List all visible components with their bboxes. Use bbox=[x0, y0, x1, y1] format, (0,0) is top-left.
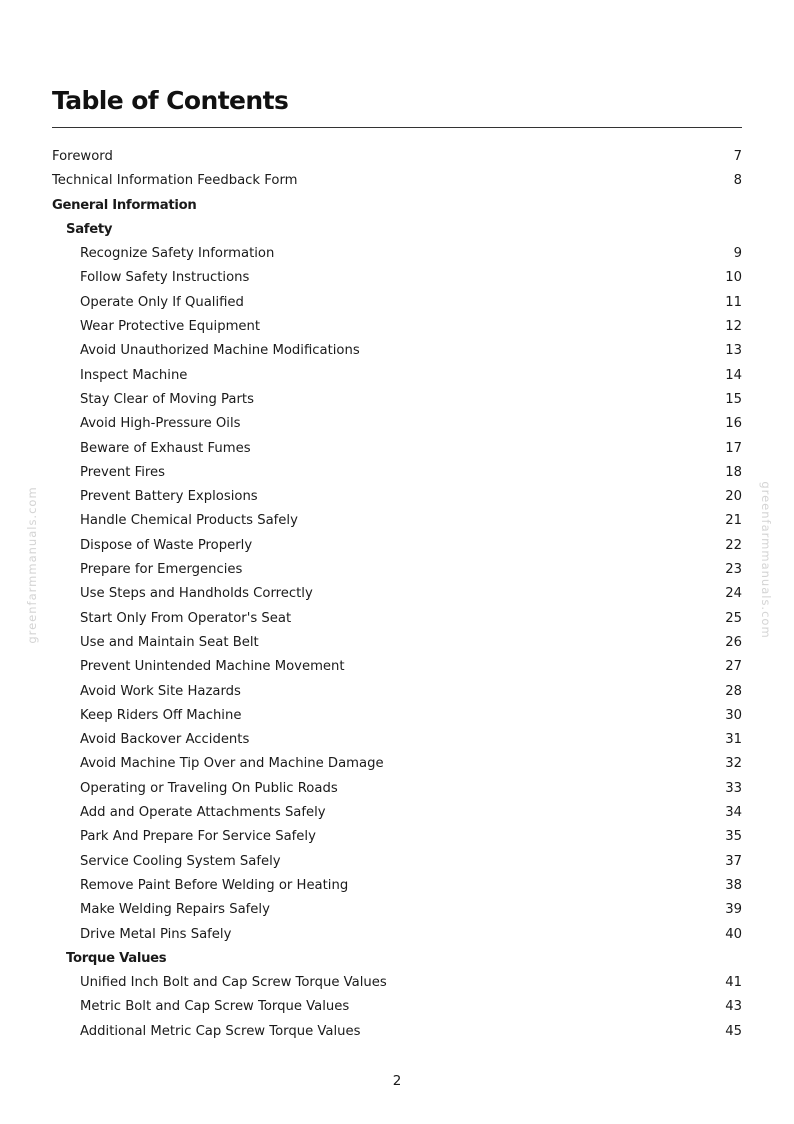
toc-entry[interactable] bbox=[52, 339, 742, 363]
toc-entry-page: 31 bbox=[725, 732, 742, 748]
toc-entry-page: 21 bbox=[725, 513, 742, 529]
toc-entry-label: Foreword bbox=[52, 149, 113, 164]
toc-entry-label: Safety bbox=[66, 221, 113, 237]
toc-entry[interactable] bbox=[52, 898, 742, 922]
toc-entry[interactable] bbox=[52, 995, 742, 1019]
toc-entry[interactable] bbox=[52, 607, 742, 631]
toc-entry-label: Recognize Safety Information bbox=[80, 246, 275, 262]
toc-entry-page: 9 bbox=[733, 246, 742, 262]
toc-entry-label: Keep Riders Off Machine bbox=[80, 707, 242, 723]
toc-entry-page: 24 bbox=[725, 586, 742, 602]
toc-entry-label: Inspect Machine bbox=[80, 367, 188, 383]
toc-entry[interactable] bbox=[52, 874, 742, 898]
toc-entry-label: Prevent Fires bbox=[80, 464, 166, 480]
toc-entry-page: 17 bbox=[725, 440, 742, 456]
toc-entry-page: 11 bbox=[725, 294, 742, 310]
toc-entry-page: 13 bbox=[725, 343, 742, 359]
toc-entry[interactable] bbox=[52, 680, 742, 704]
toc-entry-page: 45 bbox=[725, 1023, 742, 1039]
toc-entry[interactable] bbox=[52, 777, 742, 801]
toc-entry-label: Service Cooling System Safely bbox=[80, 853, 281, 869]
toc-entry-label: Avoid Backover Accidents bbox=[80, 732, 250, 748]
toc-entry-page: 22 bbox=[725, 537, 742, 553]
toc-entry-page: 18 bbox=[725, 464, 742, 480]
title-divider bbox=[52, 127, 742, 128]
toc-entry[interactable] bbox=[52, 655, 742, 679]
toc-entry-page: 30 bbox=[725, 707, 742, 723]
toc-entry-label: Follow Safety Instructions bbox=[80, 270, 250, 286]
toc-entry-page: 37 bbox=[725, 853, 742, 869]
watermark-left: greenfarmmanuals.com bbox=[25, 486, 39, 644]
toc-entry[interactable] bbox=[52, 971, 742, 995]
toc-entry-label: Unified Inch Bolt and Cap Screw Torque Values bbox=[80, 975, 387, 991]
toc-entry-page: 43 bbox=[725, 999, 742, 1015]
toc-section-heading bbox=[52, 947, 742, 971]
toc-list bbox=[52, 145, 742, 1044]
toc-section-heading bbox=[52, 218, 742, 242]
toc-entry-page: 27 bbox=[725, 659, 742, 675]
toc-entry-label: Operate Only If Qualified bbox=[80, 294, 244, 310]
toc-entry-page: 15 bbox=[725, 391, 742, 407]
toc-entry-page: 40 bbox=[725, 926, 742, 942]
toc-entry[interactable] bbox=[52, 266, 742, 290]
toc-entry-page: 32 bbox=[725, 756, 742, 772]
toc-entry-label: Use Steps and Handholds Correctly bbox=[80, 586, 313, 602]
toc-entry-page: 39 bbox=[725, 902, 742, 918]
toc-entry[interactable] bbox=[52, 388, 742, 412]
toc-entry[interactable] bbox=[52, 437, 742, 461]
toc-entry[interactable] bbox=[52, 485, 742, 509]
toc-entry-page: 8 bbox=[733, 173, 742, 189]
toc-entry[interactable] bbox=[52, 825, 742, 849]
toc-entry-label: Add and Operate Attachments Safely bbox=[80, 805, 326, 821]
toc-entry-label: Avoid Unauthorized Machine Modifications bbox=[80, 343, 360, 359]
toc-entry-label: Metric Bolt and Cap Screw Torque Values bbox=[80, 999, 350, 1015]
toc-entry[interactable] bbox=[52, 364, 742, 388]
toc-entry-label: Stay Clear of Moving Parts bbox=[80, 391, 254, 407]
toc-entry[interactable] bbox=[52, 534, 742, 558]
toc-entry[interactable] bbox=[52, 169, 742, 193]
toc-entry[interactable] bbox=[52, 728, 742, 752]
toc-entry[interactable] bbox=[52, 412, 742, 436]
toc-entry-page: 25 bbox=[725, 610, 742, 626]
toc-entry[interactable] bbox=[52, 704, 742, 728]
toc-entry[interactable] bbox=[52, 850, 742, 874]
toc-entry-label: Start Only From Operator's Seat bbox=[80, 610, 292, 626]
toc-entry-label: Technical Information Feedback Form bbox=[52, 173, 298, 189]
toc-entry[interactable] bbox=[52, 291, 742, 315]
toc-entry-label: Prepare for Emergencies bbox=[80, 562, 243, 578]
toc-entry-label: Park And Prepare For Service Safely bbox=[80, 829, 316, 845]
toc-entry[interactable] bbox=[52, 1020, 742, 1044]
toc-entry-label: General Information bbox=[52, 197, 197, 213]
toc-entry-page: 33 bbox=[725, 780, 742, 796]
toc-entry-page: 34 bbox=[725, 805, 742, 821]
watermark-right: greenfarmmanuals.com bbox=[759, 481, 773, 639]
toc-entry-label: Dispose of Waste Properly bbox=[80, 537, 253, 553]
toc-entry-page: 28 bbox=[725, 683, 742, 699]
toc-entry[interactable] bbox=[52, 558, 742, 582]
toc-entry-page: 26 bbox=[725, 634, 742, 650]
toc-entry[interactable] bbox=[52, 801, 742, 825]
toc-entry-label: Wear Protective Equipment bbox=[80, 319, 261, 335]
toc-entry-page: 38 bbox=[725, 877, 742, 893]
toc-entry[interactable] bbox=[52, 315, 742, 339]
toc-entry-page: 12 bbox=[725, 319, 742, 335]
toc-entry[interactable] bbox=[52, 461, 742, 485]
toc-entry-label: Prevent Battery Explosions bbox=[80, 489, 258, 505]
toc-entry-label: Make Welding Repairs Safely bbox=[80, 902, 270, 918]
toc-entry-label: Remove Paint Before Welding or Heating bbox=[80, 877, 349, 893]
toc-entry-page: 20 bbox=[725, 489, 742, 505]
toc-entry-label: Additional Metric Cap Screw Torque Values bbox=[80, 1023, 361, 1039]
toc-entry-label: Avoid Work Site Hazards bbox=[80, 683, 241, 699]
toc-entry-label: Beware of Exhaust Fumes bbox=[80, 440, 251, 456]
toc-entry[interactable] bbox=[52, 752, 742, 776]
toc-entry[interactable] bbox=[52, 631, 742, 655]
toc-entry-label: Prevent Unintended Machine Movement bbox=[80, 659, 345, 675]
toc-entry-label: Torque Values bbox=[66, 950, 167, 966]
toc-entry-page: 35 bbox=[725, 829, 742, 845]
toc-entry-label: Avoid Machine Tip Over and Machine Damage bbox=[80, 756, 384, 772]
toc-entry-page: 10 bbox=[725, 270, 742, 286]
page-title: Table of Contents bbox=[52, 86, 289, 115]
toc-entry[interactable] bbox=[52, 582, 742, 606]
toc-entry-label: Drive Metal Pins Safely bbox=[80, 926, 232, 942]
toc-entry-page: 7 bbox=[733, 149, 742, 164]
toc-entry-label: Handle Chemical Products Safely bbox=[80, 513, 298, 529]
toc-entry-label: Avoid High-Pressure Oils bbox=[80, 416, 241, 432]
toc-entry[interactable] bbox=[52, 509, 742, 533]
toc-entry-page: 23 bbox=[725, 562, 742, 578]
toc-entry-page: 41 bbox=[725, 975, 742, 991]
toc-entry[interactable] bbox=[52, 923, 742, 947]
toc-entry-page: 14 bbox=[725, 367, 742, 383]
toc-entry-label: Use and Maintain Seat Belt bbox=[80, 634, 259, 650]
toc-entry[interactable] bbox=[52, 145, 742, 169]
page-number: 2 bbox=[392, 1073, 402, 1089]
toc-entry-label: Operating or Traveling On Public Roads bbox=[80, 780, 338, 796]
toc-section-heading bbox=[52, 194, 742, 218]
toc-entry[interactable] bbox=[52, 242, 742, 266]
toc-entry-page: 16 bbox=[725, 416, 742, 432]
